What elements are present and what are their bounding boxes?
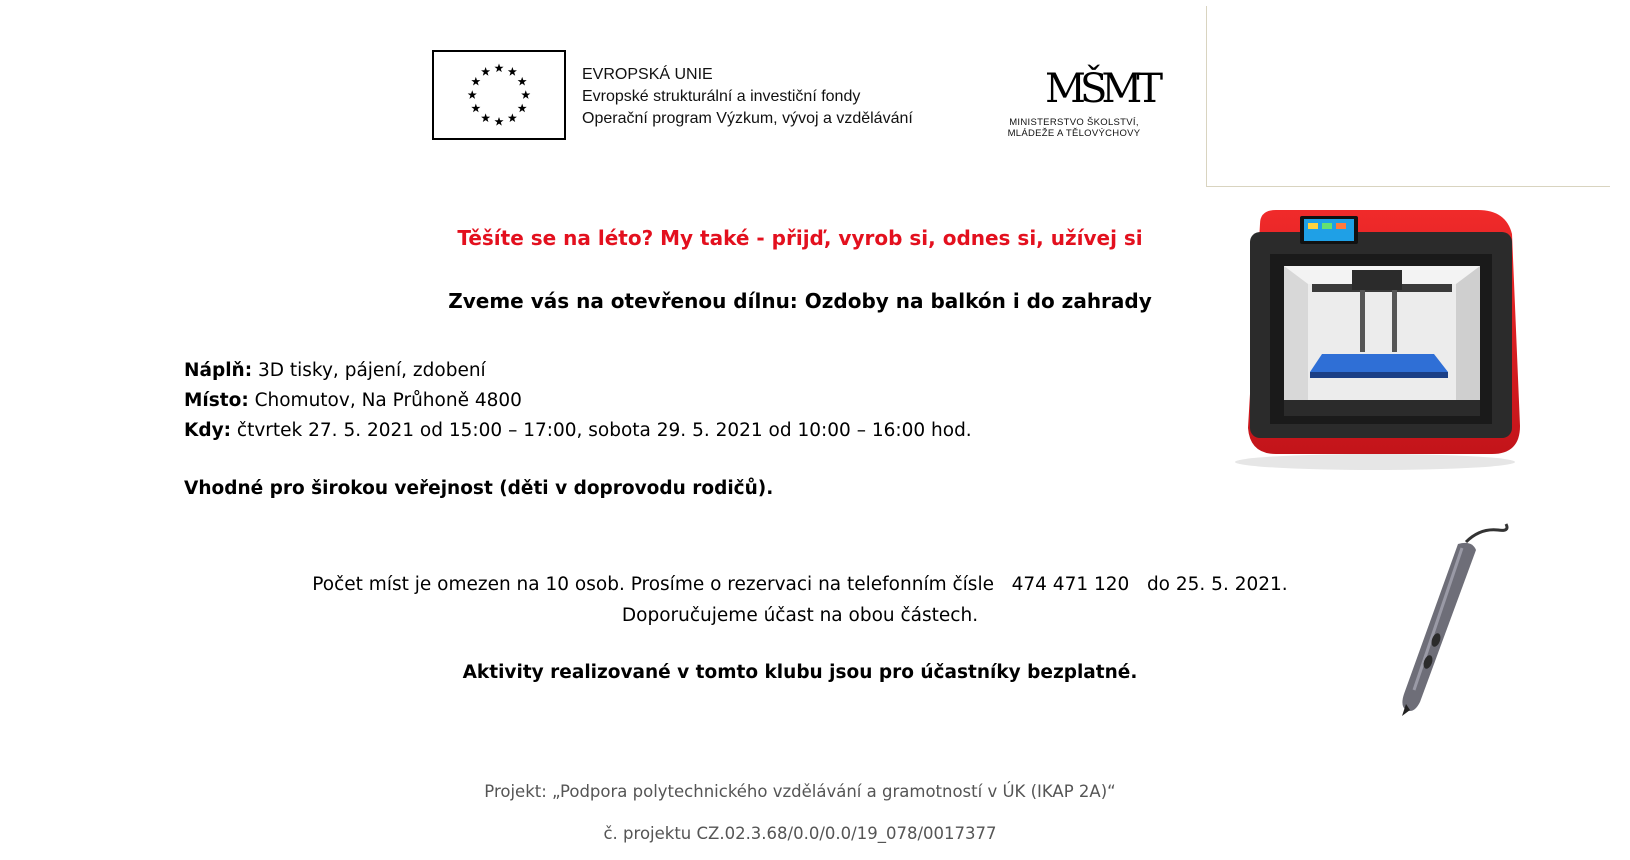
msmt-caption-line-2: MLÁDEŽE A TĚLOVÝCHOVY [1007, 128, 1141, 139]
detail-content-value: 3D tisky, pájení, zdobení [252, 360, 486, 381]
headline: Těšíte se na léto? My také - přijď, vyrob si, odnes si, užívej si [457, 226, 1143, 250]
eu-line-1: EVROPSKÁ UNIE [582, 66, 713, 83]
capacity-line-1: Počet míst je omezen na 10 osob. Prosíme o rezervaci na telefonním čísle 474 471 120 do 25. 5. 2021. [312, 574, 1288, 595]
detail-when-label: Kdy: [184, 420, 232, 441]
detail-content-row [184, 356, 972, 386]
3d-printer-image [1220, 204, 1530, 472]
eu-flag-icon [432, 50, 566, 140]
capacity-line-2: Doporučujeme účast na obou částech. [621, 605, 979, 626]
eu-line-3: Operační program Výzkum, vývoj a vzdělávání [582, 110, 913, 127]
eu-star-icon [494, 117, 503, 126]
free-note: Aktivity realizované v tomto klubu jsou pro účastníky bezplatné. [462, 662, 1138, 683]
detail-place-value: Chomutov, Na Průhoně 4800 [248, 390, 522, 411]
eu-star-icon [521, 90, 530, 99]
corner-frame-line-horizontal [1206, 186, 1610, 187]
eu-star-icon [494, 63, 503, 72]
eu-star-icon [471, 104, 480, 113]
msmt-caption [985, 117, 1163, 139]
eu-star-icon [471, 77, 480, 86]
eu-star-icon [518, 77, 527, 86]
eu-text-block [582, 64, 913, 130]
subheadline: Zveme vás na otevřenou dílnu: Ozdoby na balkón i do zahrady [448, 289, 1152, 313]
project-title: Projekt: „Podpora polytechnického vzdělávání a gramotností v ÚK (IKAP 2A)“ [484, 782, 1116, 801]
event-details [184, 356, 972, 446]
eu-star-icon [468, 90, 477, 99]
3d-pen-image [1380, 522, 1515, 717]
msmt-logo-text: MŠMT [1045, 66, 1157, 112]
eu-star-icon [481, 113, 490, 122]
corner-frame-line [1206, 6, 1207, 187]
msmt-caption-line-1: MINISTERSTVO ŠKOLSTVÍ, [1009, 117, 1139, 128]
eu-star-icon [508, 67, 517, 76]
eu-star-icon [481, 67, 490, 76]
eu-line-2: Evropské strukturální a investiční fondy [582, 88, 861, 105]
eu-star-icon [518, 104, 527, 113]
project-number: č. projektu CZ.02.3.68/0.0/0.0/19_078/0017377 [603, 824, 997, 843]
detail-content-label: Náplň: [184, 360, 253, 381]
detail-place-row [184, 386, 972, 416]
detail-when-value: čtvrtek 27. 5. 2021 od 15:00 – 17:00, sobota 29. 5. 2021 od 10:00 – 16:00 hod. [231, 420, 972, 441]
eu-star-icon [508, 113, 517, 122]
capacity-note [0, 569, 1600, 631]
detail-when-row [184, 416, 972, 446]
audience-note: Vhodné pro širokou veřejnost (děti v doprovodu rodičů). [184, 478, 774, 499]
detail-place-label: Místo: [184, 390, 249, 411]
